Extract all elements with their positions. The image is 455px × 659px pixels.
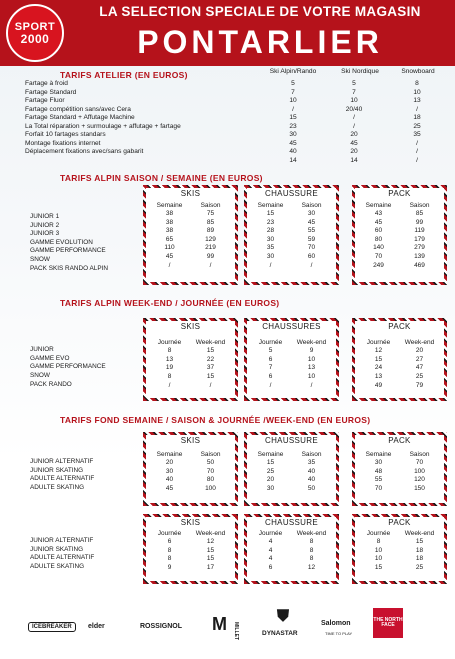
col-header-alpin: Ski Alpin/Rando xyxy=(269,68,317,75)
price-cell: 15 xyxy=(374,355,383,363)
price-cell: 40 xyxy=(165,476,174,483)
price-cell: / xyxy=(209,261,212,269)
atelier-cell: 7 xyxy=(291,88,295,96)
price-cell: 17 xyxy=(206,563,215,571)
atelier-cell: 15 xyxy=(289,114,297,121)
row-label: PACK SKIS RANDO ALPIN xyxy=(30,264,109,272)
price-cell: 38 xyxy=(165,227,174,235)
price-cell: 15 xyxy=(206,347,215,354)
price-cell: 15 xyxy=(206,555,215,562)
row-label: GAMME EVO xyxy=(30,354,70,362)
price-box-pack xyxy=(352,432,447,506)
store-city: PONTARLIER xyxy=(137,24,383,60)
brand-footer xyxy=(0,598,455,659)
box-title: CHAUSSURE xyxy=(265,189,318,198)
price-cell: 47 xyxy=(415,364,424,372)
price-cell: 24 xyxy=(374,364,383,372)
box-title: PACK xyxy=(388,322,411,331)
price-cell: 8 xyxy=(167,347,172,354)
column-subheader: Journée xyxy=(366,339,391,346)
column-subheader: Semaine xyxy=(257,202,284,209)
price-cell: 30 xyxy=(165,467,174,475)
column-subheader: Journée xyxy=(157,339,182,346)
price-cell: 45 xyxy=(374,218,383,226)
price-cell: 119 xyxy=(414,227,425,235)
price-cell: / xyxy=(310,381,313,389)
price-cell: 50 xyxy=(206,459,215,466)
price-cell: 10 xyxy=(307,373,316,381)
price-cell: 13 xyxy=(165,355,174,363)
price-box-chaussure xyxy=(244,185,339,285)
row-label: JUNIOR ALTERNATIF xyxy=(30,537,94,544)
price-cell: 10 xyxy=(374,555,383,562)
price-cell: 35 xyxy=(307,459,316,466)
column-subheader: Week-end xyxy=(404,339,435,346)
box-title: CHAUSSURE xyxy=(265,518,318,527)
price-cell: 8 xyxy=(309,538,314,545)
price-box-skis xyxy=(143,185,238,285)
column-subheader: Semaine xyxy=(365,451,392,458)
atelier-cell: 10 xyxy=(289,97,297,104)
price-cell: 15 xyxy=(206,546,215,554)
price-cell: 50 xyxy=(307,484,316,492)
price-box-skis xyxy=(143,318,238,401)
brand-salomon-tagline: TIME TO PLAY xyxy=(325,631,353,636)
brand-dynastar: DYNASTAR xyxy=(262,630,298,637)
column-subheader: Week-end xyxy=(404,530,435,537)
price-cell: 18 xyxy=(415,555,424,562)
price-cell: 279 xyxy=(414,244,425,252)
row-label: ADULTE ALTERNATIF xyxy=(30,554,95,561)
atelier-cell: / xyxy=(416,156,418,164)
price-cell: 30 xyxy=(266,484,275,492)
atelier-row-label: Fartage Fluor xyxy=(25,97,65,104)
price-cell: 45 xyxy=(307,218,316,226)
price-cell: 249 xyxy=(373,261,384,269)
price-box-chaussure xyxy=(244,432,339,506)
price-cell: 4 xyxy=(268,538,273,545)
price-cell: 8 xyxy=(309,546,314,554)
section-title-atelier: TARIFS ATELIER (EN EUROS) xyxy=(60,70,188,80)
price-box-inner xyxy=(247,188,336,282)
price-cell: 15 xyxy=(415,538,424,545)
price-cell: 99 xyxy=(415,218,424,226)
column-subheader: Semaine xyxy=(365,202,392,209)
atelier-cell: 30 xyxy=(289,131,297,138)
atelier-cell: / xyxy=(416,105,418,113)
box-title: CHAUSSURES xyxy=(262,322,321,331)
atelier-row-label: La Total réparation + surmoulage + affutage + fartage xyxy=(25,122,181,130)
price-cell: 35 xyxy=(266,244,275,252)
price-cell: 4 xyxy=(268,546,273,554)
price-cell: 150 xyxy=(414,484,425,492)
column-subheader: Journée xyxy=(258,530,283,537)
price-cell: 15 xyxy=(266,459,275,466)
price-cell: 99 xyxy=(206,253,215,260)
price-cell: / xyxy=(310,261,313,269)
row-label: JUNIOR SKATING xyxy=(30,545,84,553)
price-cell: 40 xyxy=(307,476,316,483)
section-title-fond: TARIFS FOND SEMAINE / SAISON & JOURNÉE /WEEK-END (EN EUROS) xyxy=(60,415,371,425)
price-cell: 70 xyxy=(307,244,316,252)
column-subheader: Semaine xyxy=(156,451,183,458)
brand-elder: elder xyxy=(88,623,105,630)
price-cell: 25 xyxy=(415,563,424,571)
price-cell: 10 xyxy=(307,355,316,363)
price-cell: 9 xyxy=(167,563,172,571)
price-cell: 20 xyxy=(415,347,424,354)
brand-the-north-face: THE NORTH FACE xyxy=(373,608,403,638)
column-subheader: Saison xyxy=(301,202,322,209)
price-cell: 13 xyxy=(307,364,316,372)
price-cell: 55 xyxy=(307,227,316,235)
price-cell: 18 xyxy=(415,546,424,554)
column-subheader: Journée xyxy=(258,339,283,346)
price-cell: 43 xyxy=(374,210,383,217)
price-cell: / xyxy=(168,261,171,269)
atelier-cell: 10 xyxy=(350,97,358,104)
price-cell: 6 xyxy=(268,563,273,571)
column-subheader: Journée xyxy=(157,530,182,537)
box-title: SKIS xyxy=(180,189,201,198)
row-label: JUNIOR SKATING xyxy=(30,466,84,474)
row-label: PACK RANDO xyxy=(30,380,72,388)
price-cell: 4 xyxy=(268,555,273,562)
column-subheader: Week-end xyxy=(195,530,226,537)
price-cell: 27 xyxy=(415,355,424,363)
price-cell: / xyxy=(168,381,171,389)
brand-icebreaker: ICEBREAKER xyxy=(28,622,76,632)
price-box-inner xyxy=(146,517,235,581)
price-cell: 89 xyxy=(206,227,215,235)
atelier-cell: / xyxy=(353,114,355,121)
atelier-cell: / xyxy=(416,139,418,147)
price-cell: 100 xyxy=(205,484,216,492)
price-cell: 70 xyxy=(206,467,215,475)
atelier-row-label: Fartage à froid xyxy=(25,80,68,87)
price-cell: 10 xyxy=(374,546,383,554)
price-cell: 48 xyxy=(374,467,383,475)
price-cell: 30 xyxy=(307,210,316,217)
atelier-cell: 20 xyxy=(350,148,358,155)
atelier-cell: 20/40 xyxy=(345,105,363,113)
price-cell: 49 xyxy=(374,381,383,389)
column-subheader: Journée xyxy=(366,530,391,537)
atelier-row-label: Montage fixations internet xyxy=(25,139,101,147)
price-cell: 7 xyxy=(268,364,273,372)
price-cell: 9 xyxy=(309,347,314,354)
row-label: JUNIOR 1 xyxy=(30,213,60,220)
price-cell: 38 xyxy=(165,218,174,226)
price-cell: 12 xyxy=(206,538,215,545)
price-cell: 469 xyxy=(414,261,425,269)
row-label: JUNIOR 2 xyxy=(30,221,60,229)
box-title: PACK xyxy=(388,189,411,198)
price-box-pack xyxy=(352,185,447,285)
price-cell: / xyxy=(209,381,212,389)
price-cell: 6 xyxy=(167,538,172,545)
dynastar-shield-icon: ⛊ xyxy=(277,608,290,625)
price-cell: 45 xyxy=(165,484,174,492)
box-title: PACK xyxy=(388,436,411,445)
price-box-inner xyxy=(355,517,444,581)
row-label: GAMME EVOLUTION xyxy=(30,238,93,246)
atelier-row-label: Fartage Standard xyxy=(25,88,77,96)
atelier-cell: 20 xyxy=(350,131,358,138)
price-cell: 85 xyxy=(206,218,215,226)
row-label: GAMME PERFORMANCE xyxy=(30,247,106,255)
price-cell: 8 xyxy=(167,555,172,562)
row-label: JUNIOR ALTERNATIF xyxy=(30,458,94,465)
sport2000-logo xyxy=(6,4,64,62)
column-subheader: Week-end xyxy=(195,339,226,346)
atelier-cell: 5 xyxy=(352,80,356,87)
price-cell: / xyxy=(269,261,272,269)
price-box-pack xyxy=(352,514,447,584)
logo-text-sport: SPORT xyxy=(14,20,56,33)
price-cell: 79 xyxy=(415,381,424,389)
atelier-row-label: Fartage compétition sans/avec Cera xyxy=(25,105,131,113)
col-header-nordique: Ski Nordique xyxy=(341,68,379,75)
price-cell: 25 xyxy=(415,373,424,381)
column-subheader: Saison xyxy=(200,451,221,458)
atelier-cell: 45 xyxy=(289,139,297,147)
section-title-alpin-weekend: TARIFS ALPIN WEEK-END / JOURNÉE (EN EUROS) xyxy=(60,298,280,308)
price-cell: 110 xyxy=(164,244,175,252)
price-cell: 37 xyxy=(206,364,215,372)
price-cell: 23 xyxy=(266,218,275,226)
price-cell: / xyxy=(269,381,272,389)
price-cell: 59 xyxy=(307,235,316,243)
atelier-cell: / xyxy=(353,122,355,130)
price-cell: 40 xyxy=(307,467,316,475)
price-box-skis xyxy=(143,432,238,506)
price-cell: 25 xyxy=(266,467,275,475)
logo-text-2000: 2000 xyxy=(20,31,50,46)
column-subheader: Week-end xyxy=(296,339,327,346)
price-cell: 219 xyxy=(205,244,216,252)
section-title-alpin-saison: TARIFS ALPIN SAISON / SEMAINE (EN EUROS) xyxy=(60,173,263,183)
price-cell: 70 xyxy=(374,253,383,260)
atelier-cell: / xyxy=(416,148,418,155)
price-cell: 15 xyxy=(266,210,275,217)
box-title: SKIS xyxy=(180,322,201,331)
row-label: GAMME PERFORMANCE xyxy=(30,363,106,371)
price-cell: 70 xyxy=(374,484,383,492)
price-cell: 75 xyxy=(206,210,215,217)
price-cell: 129 xyxy=(205,235,216,243)
atelier-cell: 18 xyxy=(413,114,421,121)
atelier-row-label: Déplacement fixations avec/sans gabarit xyxy=(25,148,144,155)
price-cell: 8 xyxy=(309,555,314,562)
column-subheader: Saison xyxy=(301,451,322,458)
price-cell: 80 xyxy=(206,476,215,483)
atelier-cell: 35 xyxy=(413,131,421,138)
price-cell: 20 xyxy=(266,476,275,483)
price-cell: 22 xyxy=(206,355,215,363)
price-cell: 30 xyxy=(266,253,275,260)
price-cell: 15 xyxy=(206,373,215,381)
atelier-cell: 14 xyxy=(350,156,358,164)
price-cell: 100 xyxy=(414,467,425,475)
page-title: LA SELECTION SPECIALE DE VOTRE MAGASIN xyxy=(99,4,421,19)
price-box-inner xyxy=(247,517,336,581)
box-title: SKIS xyxy=(180,436,201,445)
atelier-cell: 7 xyxy=(352,88,356,96)
row-label: ADULTE SKATING xyxy=(30,562,85,570)
row-label: SNOW xyxy=(30,372,50,380)
price-cell: 45 xyxy=(165,253,174,260)
column-subheader: Saison xyxy=(409,451,430,458)
column-subheader: Saison xyxy=(409,202,430,209)
price-cell: 20 xyxy=(165,459,174,466)
box-title: SKIS xyxy=(180,518,201,527)
price-cell: 12 xyxy=(374,347,383,354)
price-cell: 8 xyxy=(376,538,381,545)
price-cell: 140 xyxy=(373,244,384,252)
atelier-cell: 45 xyxy=(350,139,358,147)
price-cell: 30 xyxy=(374,459,383,466)
atelier-cell: 5 xyxy=(291,80,295,87)
price-cell: 19 xyxy=(165,364,174,372)
box-title: CHAUSSURE xyxy=(265,436,318,445)
atelier-row-label: Forfait 10 fartages standars xyxy=(25,131,106,138)
row-label: SNOW xyxy=(30,256,50,263)
price-cell: 8 xyxy=(167,546,172,554)
price-cell: 120 xyxy=(414,476,425,483)
atelier-cell: 8 xyxy=(415,80,419,87)
price-cell: 8 xyxy=(167,373,172,381)
price-cell: 6 xyxy=(268,355,273,363)
price-cell: 70 xyxy=(415,459,424,466)
price-box-chaussures xyxy=(244,318,339,401)
price-cell: 15 xyxy=(374,563,383,571)
price-cell: 65 xyxy=(165,235,174,243)
atelier-cell: 10 xyxy=(413,88,421,96)
price-cell: 139 xyxy=(414,253,425,260)
row-label: ADULTE SKATING xyxy=(30,483,85,491)
header-banner xyxy=(0,0,455,66)
atelier-cell: 25 xyxy=(413,122,421,130)
price-cell: 80 xyxy=(374,235,383,243)
atelier-row-label: Fartage Standard + Affutage Machine xyxy=(25,114,135,121)
atelier-cell: / xyxy=(292,105,294,113)
brand-salomon: Salomon xyxy=(321,620,351,627)
price-cell: 13 xyxy=(374,373,383,381)
brand-millet: MILLET xyxy=(233,622,239,641)
millet-m-icon: M xyxy=(212,614,227,634)
price-cell: 179 xyxy=(414,235,425,243)
atelier-cell: 13 xyxy=(413,97,421,104)
price-box-skis xyxy=(143,514,238,584)
price-cell: 5 xyxy=(268,347,273,354)
price-box-inner xyxy=(247,321,336,398)
column-subheader: Semaine xyxy=(257,451,284,458)
price-box-chaussure xyxy=(244,514,339,584)
row-label: JUNIOR 3 xyxy=(30,230,60,238)
brand-rossignol: ROSSIGNOL xyxy=(140,623,183,630)
price-cell: 38 xyxy=(165,210,174,217)
price-box-inner xyxy=(355,188,444,282)
row-label: JUNIOR xyxy=(30,346,54,353)
col-header-snowboard: Snowboard xyxy=(401,68,435,75)
atelier-cell: 23 xyxy=(289,122,297,130)
price-cell: 60 xyxy=(307,253,316,260)
price-box-inner xyxy=(146,321,235,398)
price-cell: 55 xyxy=(374,476,383,483)
price-cell: 12 xyxy=(307,563,316,571)
column-subheader: Semaine xyxy=(156,202,183,209)
box-title: PACK xyxy=(388,518,411,527)
price-cell: 6 xyxy=(268,373,273,381)
price-box-inner xyxy=(247,435,336,503)
price-cell: 60 xyxy=(374,227,383,235)
price-box-inner xyxy=(355,321,444,398)
price-box-inner xyxy=(146,188,235,282)
price-box-inner xyxy=(146,435,235,503)
atelier-cell: 14 xyxy=(289,156,297,164)
price-box-pack xyxy=(352,318,447,401)
price-box-inner xyxy=(355,435,444,503)
atelier-cell: 40 xyxy=(289,148,297,155)
price-cell: 30 xyxy=(266,235,275,243)
price-cell: 28 xyxy=(266,227,275,235)
row-label: ADULTE ALTERNATIF xyxy=(30,475,95,482)
column-subheader: Saison xyxy=(200,202,221,209)
column-subheader: Week-end xyxy=(296,530,327,537)
price-cell: 85 xyxy=(415,210,424,217)
